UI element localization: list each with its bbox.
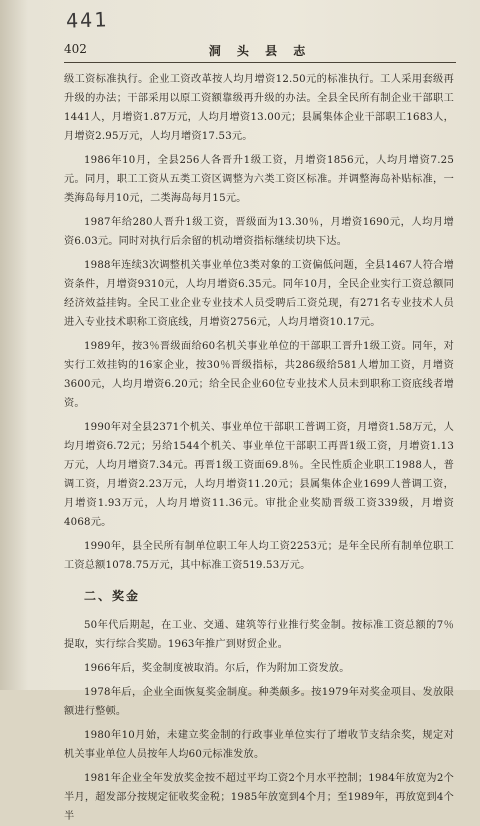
paragraph: 1987年给280人晋升1级工资，晋级面为13.30％，月增资1690元，人均月增资6.03元。同时对执行后余留的机动增资指标继续切块下达。 bbox=[64, 217, 454, 247]
paragraph: 1990年对全县2371个机关、事业单位干部职工普调工资，月增资1.58万元，人均月增资6.72元；另给1544个机关、事业单位干部职工再晋1级工资，月增资1.13万元，人均月增资7.34元。再晋1级工资面69.8％。全民性质企业职工1988人，普调工资，月增资2.23万元，人均月增资11.20元；县属集体企业1699人普调工资，月增资1.93万元，人均月增资11.36元。审批企业奖励晋级工资339级，月增资4068元。 bbox=[64, 422, 454, 528]
paragraph: 50年代后期起，在工业、交通、建筑等行业推行奖金制。按标准工资总额的7％提取，实行综合奖励。1963年推广到财贸企业。 bbox=[64, 620, 454, 650]
handwritten-page-number: 441 bbox=[65, 7, 109, 33]
section-heading: 二、奖金 bbox=[84, 589, 141, 603]
paragraph: 1989年，按3％晋级面给60名机关事业单位的干部职工晋升1级工资。同年，对实行工效挂钩的16家企业，按30％晋级指标，共286级给581人增加工资，月增资3600元，人均月增资6.20元；给全民企业60位专业技术人员未到职称工资底线者增资。 bbox=[64, 341, 454, 409]
paragraph: 1986年10月，全县256人各晋升1级工资，月增资1856元，人均月增资7.25元。同月，职工工资从五类工资区调整为六类工资区标准。并调整海岛补贴标准，一类海岛每月10元，二类海岛每月15元。 bbox=[64, 155, 454, 204]
paragraph: 1978年后，企业全面恢复奖金制度。种类颇多。按1979年对奖金项目、发放限额进行整顿。 bbox=[64, 687, 454, 717]
paragraph: 1990年，县全民所有制单位职工年人均工资2253元；是年全民所有制单位职工工资总额1078.75万元，其中标准工资519.53万元。 bbox=[64, 541, 454, 571]
paragraph: 级工资标准执行。企业工资改革按人均月增资12.50元的标准执行。工人采用套级再升级的办法；干部采用以原工资额靠级再升级的办法。全县全民所有制企业干部职工1441人，月增资1.87万元，人均月增资13.00元；县属集体企业干部职工1683人，月增资2.95万元，人均月增资17.53元。 bbox=[64, 74, 454, 142]
book-title: 洞 头 县 志 bbox=[208, 44, 312, 58]
page-number: 402 bbox=[64, 42, 87, 56]
paragraph: 1988年连续3次调整机关事业单位3类对象的工资偏低问题，全县1467人符合增资条件，月增资9310元，人均月增资6.35元。同年10月，全民企业实行工资总额同经济效益挂钩。全民工业企业专业技术人员受聘后工资兑现，有271名专业技术人员进入专业技术职称工资底线，月增资2756元，人均月增资10.17元。 bbox=[64, 260, 454, 328]
paragraph: 1980年10月始，未建立奖金制的行政事业单位实行了增收节支结余奖，规定对机关事业单位人员按年人均60元标准发放。 bbox=[64, 730, 454, 760]
paragraph: 1966年后，奖金制度被取消。尔后，作为附加工资发放。 bbox=[84, 663, 350, 674]
running-header bbox=[64, 42, 456, 63]
page-body bbox=[64, 70, 454, 822]
paragraph: 1981年企业全年发放奖金按不超过平均工资2个月水平控制；1984年放宽为2个半月，超发部分按规定征收奖金税；1985年放宽到4个月；至1989年，再放宽到4个半 bbox=[64, 773, 454, 822]
